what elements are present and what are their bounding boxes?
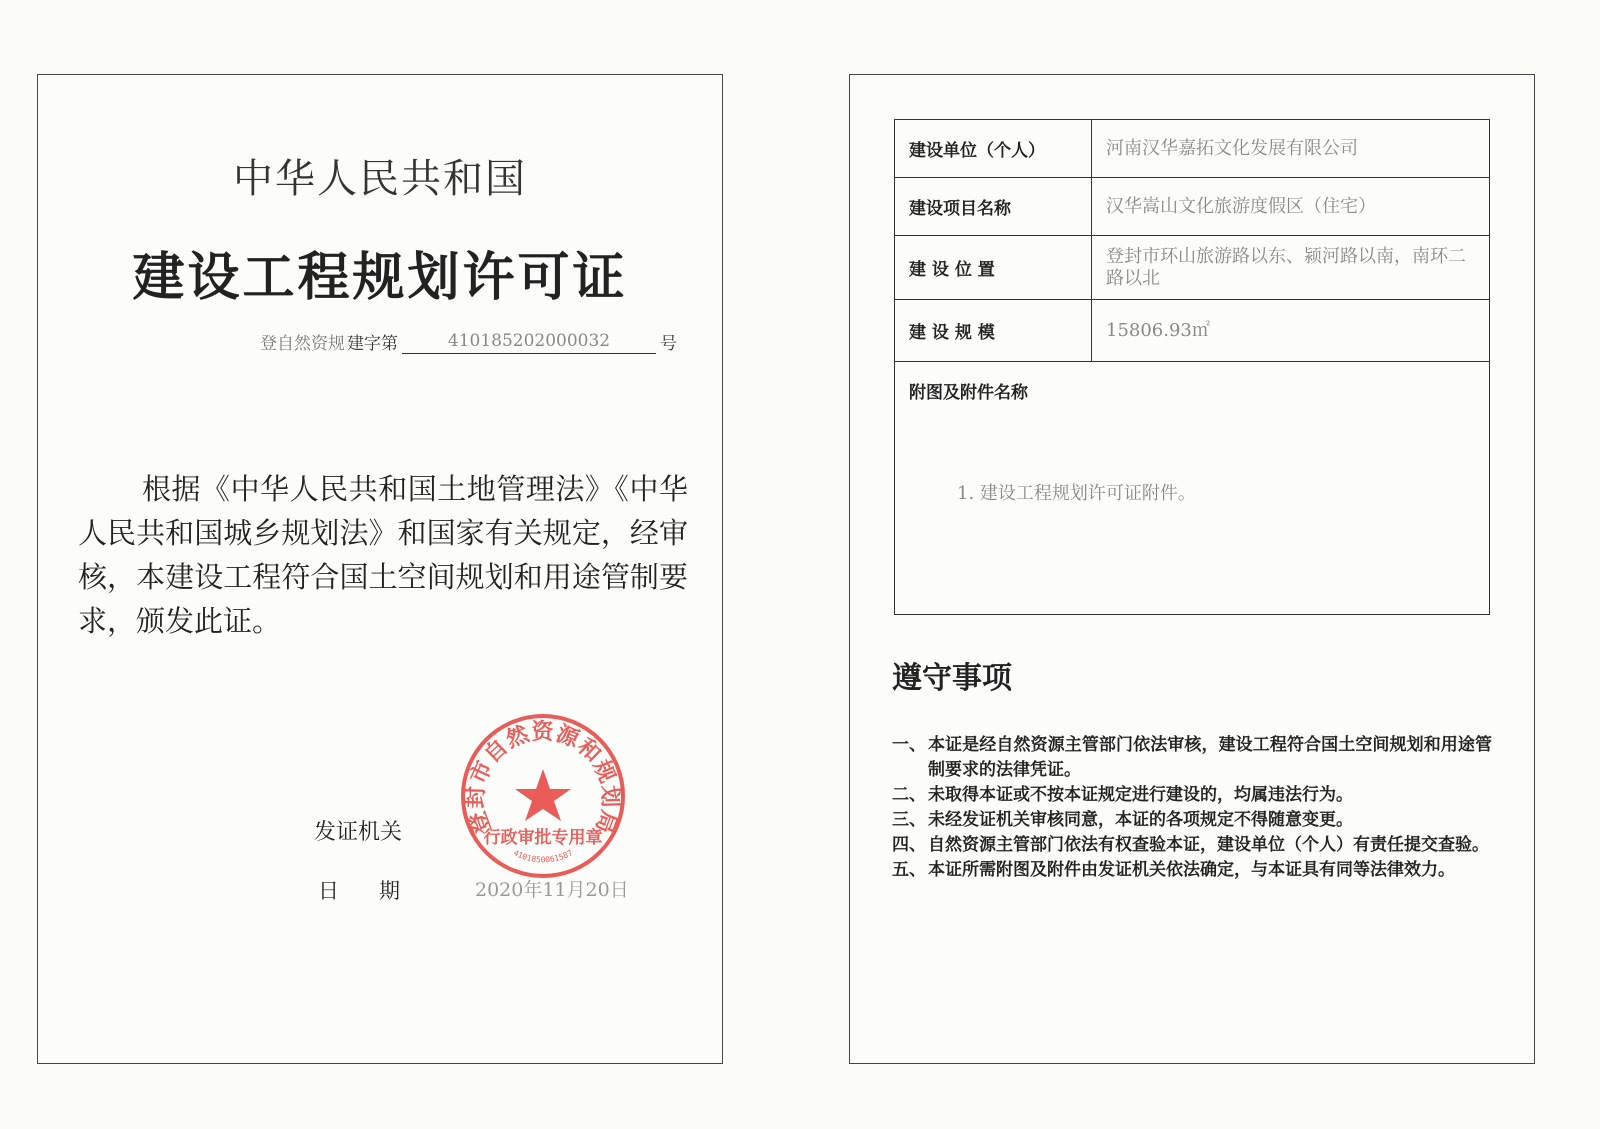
- certificate-number-line: [260, 329, 677, 354]
- list-item: [892, 733, 1492, 783]
- number-suffix: 号: [660, 334, 677, 354]
- table-row: [895, 236, 1490, 300]
- rule-text: 未取得本证或不按本证规定进行建设的，均属违法行为。: [928, 785, 1353, 805]
- rule-number: 二、: [892, 785, 926, 805]
- certificate-front-page: [37, 74, 723, 1064]
- rule-number: 五、: [892, 860, 926, 880]
- table-row: [895, 120, 1490, 178]
- table-value: 河南汉华嘉拓文化发展有限公司: [1092, 120, 1490, 178]
- table-label: 建 设 位 置: [895, 236, 1092, 300]
- seal-code: 4101850061587: [511, 848, 575, 865]
- rule-text: 本证所需附图及附件由发证机关依法确定，与本证具有同等法律效力。: [928, 860, 1455, 880]
- seal-inner-text: 行政审批专用章: [483, 828, 603, 848]
- country-name: 中华人民共和国: [233, 156, 527, 202]
- table-label: 建设项目名称: [895, 178, 1092, 236]
- table-value: 15806.93㎡: [1092, 300, 1490, 362]
- rule-text: 未经发证机关审核同意，本证的各项规定不得随意变更。: [928, 810, 1353, 830]
- table-label: 建设单位（个人）: [895, 120, 1092, 178]
- number-mid: 建字第: [347, 334, 398, 354]
- list-item: [892, 858, 1492, 883]
- list-item: [892, 833, 1492, 858]
- table-value: 登封市环山旅游路以东、颍河路以南，南环二路以北: [1092, 236, 1490, 300]
- certificate-back-page: [849, 74, 1535, 1064]
- rule-number: 三、: [892, 810, 926, 830]
- date-label: 日期: [318, 879, 440, 903]
- table-row: [895, 300, 1490, 362]
- attachment-label: 附图及附件名称: [909, 383, 1028, 403]
- rule-text: 自然资源主管部门依法有权查验本证，建设单位（个人）有责任提交查验。: [928, 835, 1489, 855]
- star-icon: [515, 769, 571, 821]
- number-prefix: 登自然资规: [260, 334, 345, 354]
- list-item: [892, 808, 1492, 833]
- table-row: [895, 362, 1490, 615]
- attachment-item: 1. 建设工程规划许可证附件。: [957, 483, 1196, 504]
- project-info-table: [894, 119, 1490, 615]
- table-value: 汉华嵩山文化旅游度假区（住宅）: [1092, 178, 1490, 236]
- issue-date: 2020年11月20日: [475, 879, 629, 901]
- rule-number: 一、: [892, 735, 926, 755]
- list-item: [892, 783, 1492, 808]
- table-label: 建 设 规 模: [895, 300, 1092, 362]
- certificate-number: 410185202000032: [402, 331, 656, 354]
- certificate-body-text: 根据《中华人民共和国土地管理法》《中华人民共和国城乡规划法》和国家有关规定，经审核，本建设工程符合国土空间规划和用途管制要求，颁发此证。: [78, 472, 688, 638]
- rules-list: [892, 733, 1492, 883]
- rule-text: 本证是经自然资源主管部门依法审核，建设工程符合国土空间规划和用途管制要求的法律凭证。: [928, 735, 1492, 780]
- attachment-cell: [895, 362, 1490, 615]
- svg-text:4101850061587: [512, 848, 574, 864]
- issuer-label: 发证机关: [314, 820, 403, 845]
- rules-title: 遵守事项: [892, 661, 1012, 696]
- rule-number: 四、: [892, 835, 926, 855]
- certificate-title: 建设工程规划许可证: [132, 248, 628, 308]
- seal-ring-text: 登封市自然资源和规划局: [462, 719, 624, 838]
- official-seal: [458, 711, 628, 881]
- table-row: [895, 178, 1490, 236]
